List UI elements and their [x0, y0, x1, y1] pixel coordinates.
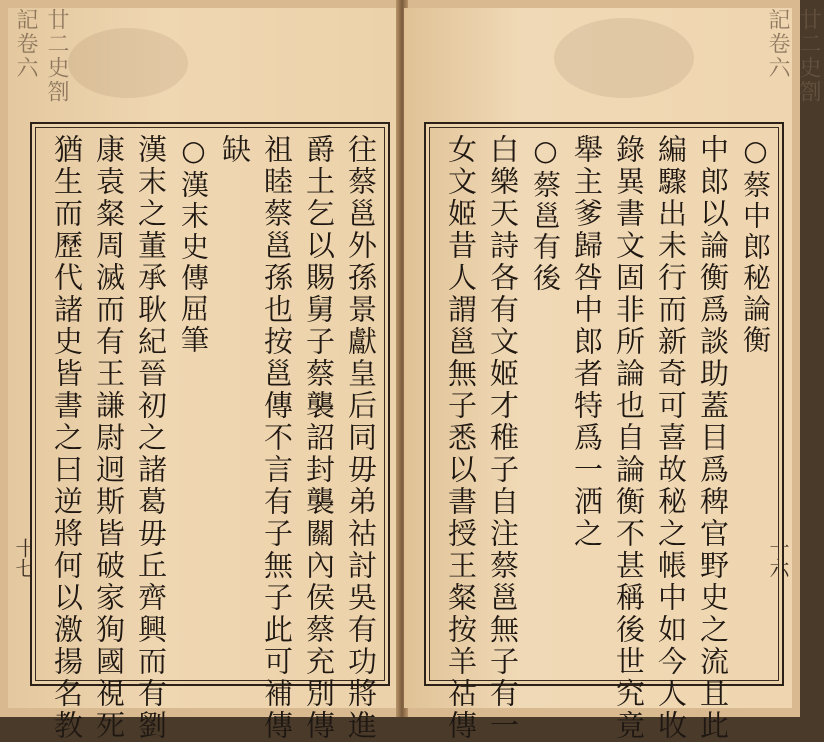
text-column: 白樂天詩各有文姬才稚子自注蔡邕無子有一: [486, 134, 520, 742]
section-title: ○蔡中郎秘論衡: [739, 134, 772, 356]
left-text-area: [42, 134, 378, 742]
text-column: 編驟出未行而新奇可喜故秘之帳中如今人收: [654, 134, 688, 742]
text-column: 祖睦蔡邕孫也按邕傳不言有子無子此可補傳: [260, 134, 294, 742]
text-column: 中郎以論衡爲談助蓋目爲稗官野史之流且此: [696, 134, 730, 742]
left-page: [8, 8, 400, 742]
text-column: 康袁粲周滅而有王謙尉迥斯皆破家狥國視死: [92, 134, 126, 742]
left-text-frame: [30, 122, 390, 742]
right-page-header: 廿二史劄記卷六: [765, 8, 821, 104]
text-column: 猶生而歷代諸史皆書之曰逆將何以激揚名教: [50, 134, 84, 742]
text-column: 往蔡邕外孫景獻皇后同毋弟祜討吳有功將進: [344, 134, 378, 742]
paper-stain: [68, 28, 188, 98]
right-text-frame: [424, 122, 784, 742]
text-column: 女文姬昔人謂邕無子悉以書授王粲按羊祜傳: [444, 134, 478, 742]
left-page-folio: 十七: [12, 538, 36, 578]
right-page-folio: 十六: [766, 538, 790, 578]
text-column: 漢末之董承耿紀晉初之諸葛毋丘齊興而有劉: [134, 134, 168, 742]
text-column: 錄異書文固非所論也自論衡不甚稱後世究竟: [612, 134, 646, 742]
text-column: 缺: [218, 134, 252, 166]
left-page-header: 廿二史劄記卷六: [13, 8, 69, 104]
paper-stain: [554, 18, 694, 98]
section-title: ○蔡邕有後: [529, 134, 562, 294]
section-title: ○漢末史傳屈筆: [177, 134, 210, 356]
text-column: 舉主爹歸咎中郎者特爲一洒之: [570, 134, 604, 550]
right-page: [404, 8, 821, 742]
text-column: 爵土乞以賜舅子蔡襲詔封襲關內侯蔡充別傳: [302, 134, 336, 742]
right-text-area: [436, 134, 772, 742]
